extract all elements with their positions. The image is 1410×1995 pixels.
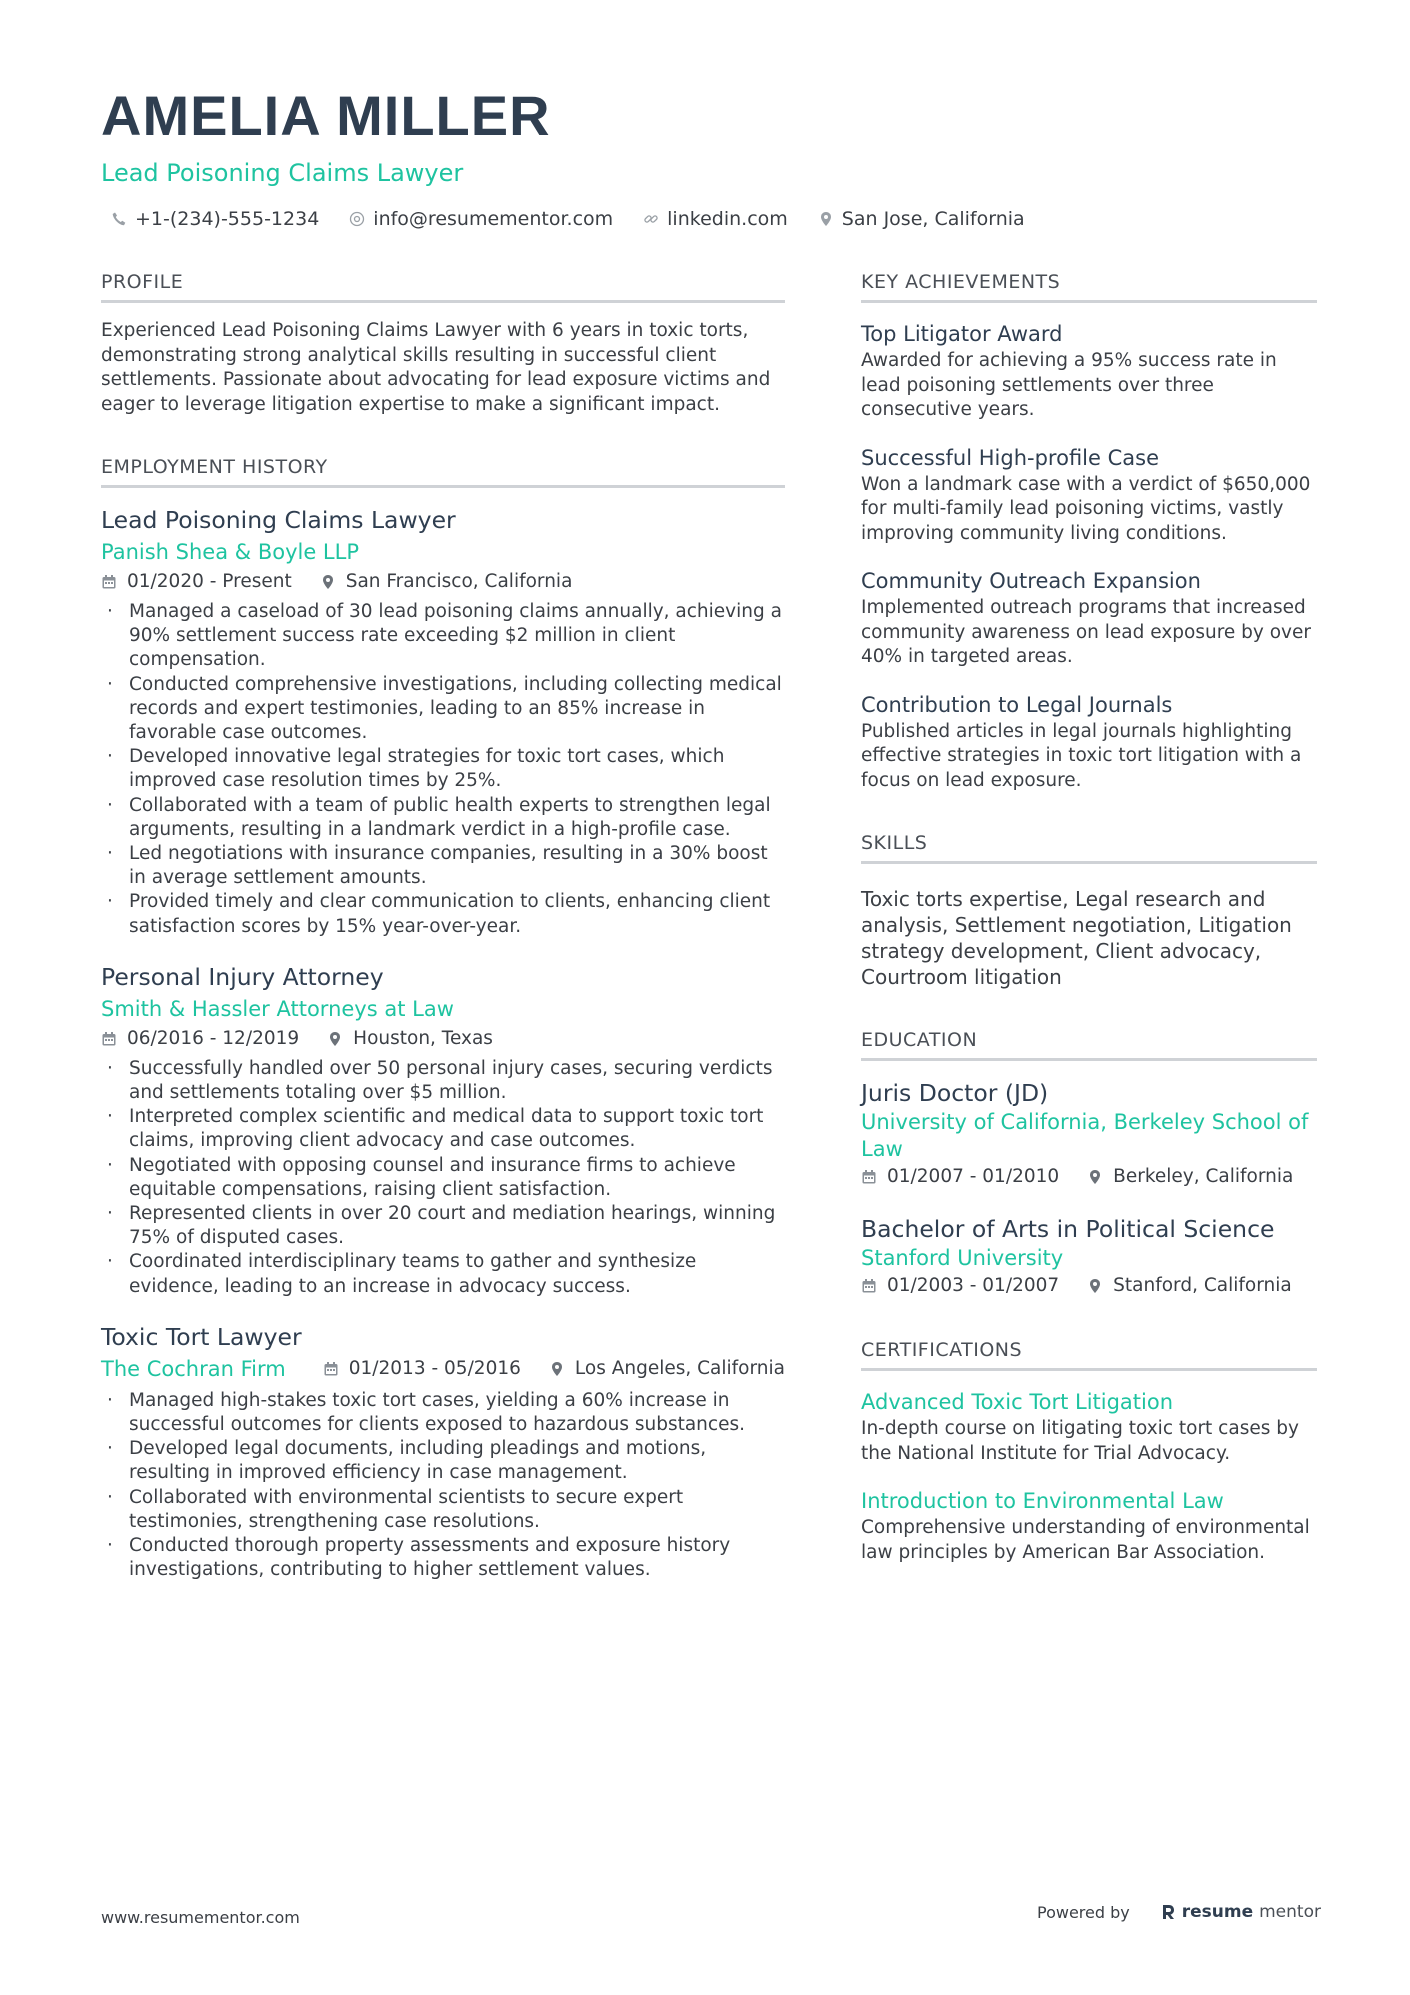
location-pin-icon (1087, 1278, 1103, 1294)
achievement-desc: Won a landmark case with a verdict of $650,000 for multi-family lead poisoning victims, vastly improving community living conditions. (861, 473, 1311, 544)
job-meta (323, 1355, 785, 1383)
calendar-icon (861, 1278, 877, 1294)
list-item: · Interpreted complex scientific and medical data to support toxic tort claims, improving client advocacy and case outcomes. (101, 1105, 785, 1153)
certifications-section (861, 1338, 1317, 1565)
calendar-icon (101, 574, 117, 590)
email-text: info@resumementor.com (373, 208, 614, 230)
achievement-desc: Awarded for achieving a 95% success rate in lead poisoning settlements over three consecutive years. (861, 350, 1277, 420)
job-company: Panish Shea & Boyle LLP (101, 540, 359, 564)
job-location (549, 1355, 785, 1383)
achievement-desc: Implemented outreach programs that increased community awareness on lead exposure by over 40% in targeted areas. (861, 597, 1311, 667)
profile-text: Experienced Lead Poisoning Claims Lawyer with 6 years in toxic torts, demonstrating strong analytical skills resulting in successful client settlements. Passionate about advocating for lead exposure victims and eager to leverage litigation expertise to make a significant impact. (101, 320, 771, 415)
job-title: Personal Injury Attorney (101, 962, 384, 991)
achievement-item (861, 443, 1317, 547)
job-title: Toxic Tort Lawyer (101, 1322, 302, 1351)
education-item (861, 1077, 1317, 1191)
right-column (861, 270, 1317, 1603)
job-meta (101, 568, 785, 596)
job-meta (101, 1025, 785, 1053)
job-company-meta-row (101, 1353, 785, 1385)
job-dates-text: 01/2013 - 05/2016 (348, 1357, 521, 1379)
list-item: · Represented clients in over 20 court and mediation hearings, winning 75% of disputed cases. (101, 1202, 785, 1250)
resumementor-logo-icon (1160, 1903, 1176, 1921)
education-dates-text: 01/2003 - 01/2007 (887, 1275, 1060, 1296)
list-item: · Led negotiations with insurance companies, resulting in a 30% boost in average settlement amounts. (101, 842, 785, 890)
list-item: · Successfully handled over 50 personal injury cases, securing verdicts and settlements totaling over $5 million. (101, 1057, 785, 1105)
certifications-heading: CERTIFICATIONS (861, 1338, 1317, 1371)
certification-title: Introduction to Environmental Law (861, 1489, 1224, 1513)
list-item: · Provided timely and clear communication to clients, enhancing client satisfaction scores by 15% year-over-year. (101, 890, 785, 938)
education-dates (861, 1163, 1059, 1191)
education-dates-text: 01/2007 - 01/2010 (887, 1166, 1060, 1187)
contact-phone (111, 208, 319, 230)
list-item: · Conducted comprehensive investigations, including collecting medical records and expert testimonies, leading to an 85% increase in favorable case outcomes. (101, 673, 785, 746)
job-location (327, 1025, 493, 1053)
location-pin-icon (549, 1361, 565, 1377)
list-item: · Coordinated interdisciplinary teams to gather and synthesize evidence, leading to an increase in advocacy success. (101, 1250, 785, 1298)
list-item: · Managed high-stakes toxic tort cases, yielding a 60% increase in successful outcomes for clients exposed to hazardous substances. (101, 1389, 785, 1437)
job-entry (101, 961, 785, 1299)
job-dates (323, 1355, 521, 1383)
phone-icon (111, 211, 127, 227)
education-school: University of California, Berkeley School of Law (861, 1110, 1309, 1161)
achievement-title: Top Litigator Award (861, 322, 1063, 346)
certification-item (861, 1387, 1317, 1466)
skills-section (861, 831, 1317, 990)
achievement-item (861, 566, 1317, 670)
job-dates-text: 01/2020 - Present (127, 571, 292, 592)
brand-bold-text: resume (1181, 1902, 1254, 1922)
job-location-text: San Francisco, California (345, 571, 573, 592)
employment-heading: EMPLOYMENT HISTORY (101, 455, 785, 488)
location-pin-icon (1087, 1169, 1103, 1185)
education-item (861, 1213, 1317, 1300)
education-school: Stanford University (861, 1246, 1064, 1270)
calendar-icon (323, 1361, 339, 1377)
link-icon (643, 211, 659, 227)
location-pin-icon (327, 1031, 343, 1047)
skills-heading: SKILLS (861, 831, 1317, 864)
education-location-text: Stanford, California (1113, 1275, 1292, 1296)
job-entry (101, 1321, 785, 1583)
contact-email[interactable] (349, 208, 613, 230)
contact-linkedin[interactable] (643, 208, 788, 230)
phone-text: +1-(234)-555-1234 (135, 208, 320, 230)
achievement-title: Contribution to Legal Journals (861, 692, 1173, 717)
list-item: · Collaborated with a team of public health experts to strengthen legal arguments, resulting in a landmark verdict in a high-profile case. (101, 794, 785, 842)
list-item: · Collaborated with environmental scientists to secure expert testimonies, strengthening case resolutions. (101, 1486, 785, 1534)
calendar-icon (861, 1169, 877, 1185)
job-location-text: Houston, Texas (353, 1027, 493, 1049)
resumementor-logo[interactable] (1160, 1902, 1321, 1922)
employment-section (101, 455, 785, 1583)
job-location-text: Los Angeles, California (574, 1357, 785, 1379)
job-bullets (101, 1389, 785, 1583)
candidate-name: AMELIA MILLER (101, 84, 551, 147)
certification-desc: In-depth course on litigating toxic tort cases by the National Institute for Trial Advocacy. (861, 1418, 1299, 1464)
profile-section (101, 270, 785, 417)
candidate-title: Lead Poisoning Claims Lawyer (101, 159, 464, 187)
footer-branding (1037, 1902, 1321, 1922)
left-column (101, 270, 785, 1621)
list-item: · Negotiated with opposing counsel and insurance firms to achieve equitable compensations, raising client satisfaction. (101, 1154, 785, 1202)
linkedin-text: linkedin.com (667, 208, 788, 230)
education-location (1087, 1272, 1292, 1300)
list-item: · Managed a caseload of 30 lead poisoning claims annually, achieving a 90% settlement success rate exceeding $2 million in client compensation. (101, 600, 785, 673)
certification-desc: Comprehensive understanding of environmental law principles by American Bar Association. (861, 1517, 1310, 1563)
achievement-desc: Published articles in legal journals highlighting effective strategies in toxic tort litigation with a focus on lead exposure. (861, 720, 1302, 791)
education-location-text: Berkeley, California (1113, 1166, 1294, 1187)
location-text: San Jose, California (841, 208, 1025, 230)
achievement-item (861, 319, 1317, 423)
education-degree: Bachelor of Arts in Political Science (861, 1215, 1275, 1243)
achievement-title: Successful High-profile Case (861, 445, 1159, 470)
certification-title: Advanced Toxic Tort Litigation (861, 1390, 1174, 1414)
at-icon (349, 211, 365, 227)
education-meta (861, 1163, 1317, 1191)
list-item: · Conducted thorough property assessments and exposure history investigations, contributing to higher settlement values. (101, 1534, 785, 1582)
job-company: The Cochran Firm (101, 1356, 286, 1381)
achievements-heading: KEY ACHIEVEMENTS (861, 270, 1317, 303)
job-location (320, 568, 573, 596)
location-pin-icon (818, 211, 834, 227)
education-degree: Juris Doctor (JD) (861, 1079, 1049, 1107)
calendar-icon (101, 1031, 117, 1047)
contact-location (818, 208, 1025, 230)
list-item: · Developed innovative legal strategies for toxic tort cases, which improved case resolution times by 25%. (101, 745, 785, 793)
job-bullets (101, 1057, 785, 1299)
education-location (1087, 1163, 1293, 1191)
job-title: Lead Poisoning Claims Lawyer (101, 506, 456, 534)
powered-by-text: Powered by (1037, 1902, 1130, 1922)
achievement-title: Community Outreach Expansion (861, 569, 1201, 593)
education-heading: EDUCATION (861, 1028, 1317, 1061)
resume-header (101, 80, 1321, 230)
achievements-section (861, 270, 1317, 793)
footer-website[interactable]: www.resumementor.com (101, 1908, 300, 1927)
brand-light-text: mentor (1259, 1902, 1321, 1922)
profile-heading: PROFILE (101, 270, 785, 303)
education-meta (861, 1272, 1317, 1300)
list-item: · Developed legal documents, including pleadings and motions, resulting in improved efficiency in case management. (101, 1437, 785, 1485)
achievement-item (861, 690, 1317, 794)
job-dates (101, 568, 292, 596)
skills-text: Toxic torts expertise, Legal research and analysis, Settlement negotiation, Litigation strategy development, Client advocacy, Courtroom litigation (861, 887, 1292, 989)
education-dates (861, 1272, 1059, 1300)
contact-row (101, 208, 1321, 230)
education-section (861, 1028, 1317, 1300)
location-pin-icon (320, 574, 336, 590)
job-company: Smith & Hassler Attorneys at Law (101, 996, 454, 1021)
job-dates (101, 1025, 299, 1053)
job-entry (101, 504, 785, 939)
job-bullets (101, 600, 785, 939)
job-dates-text: 06/2016 - 12/2019 (127, 1027, 300, 1049)
certification-item (861, 1486, 1317, 1565)
